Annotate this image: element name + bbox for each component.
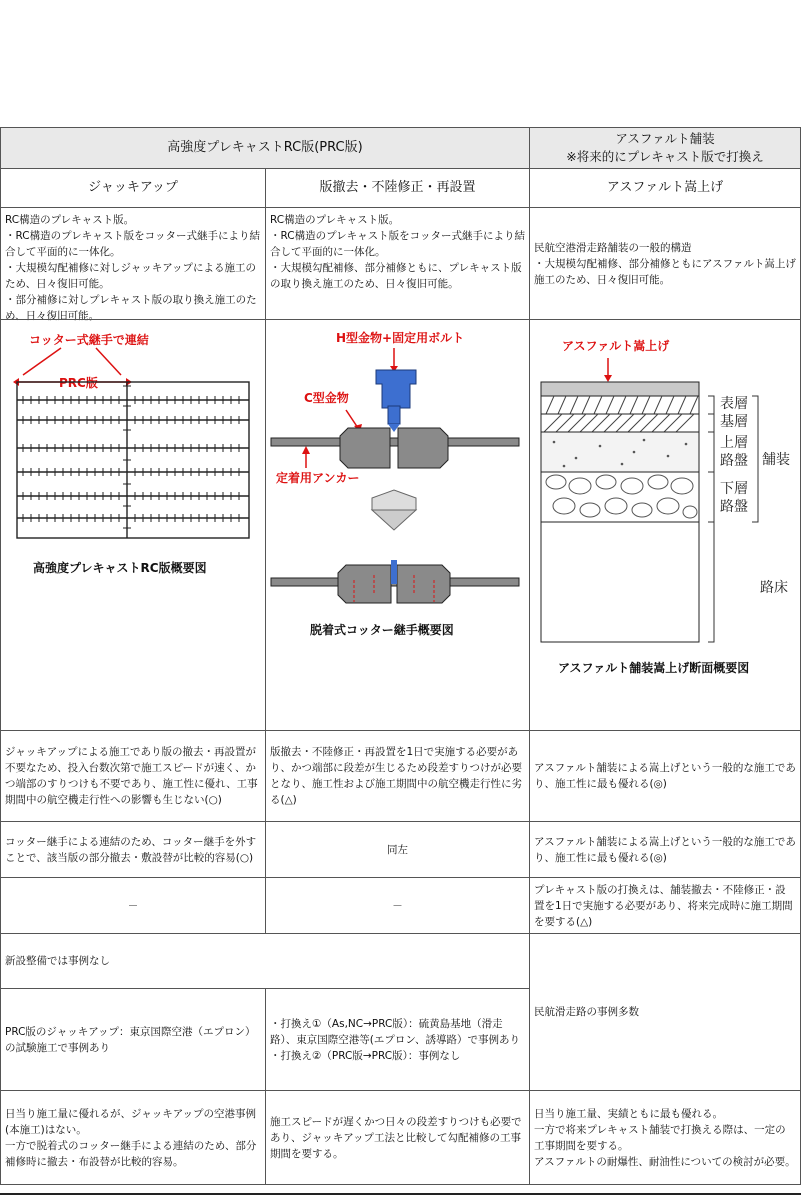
r6-asphalt: 日当り施工量、実績ともに最も優れる。 一方で将来プレキャスト舗装で打換える際は、一定の工事期間を要する。 アスファルトの耐爆性、耐油性についての検討が必要。 (529, 1090, 801, 1185)
r1-asphalt: アスファルト舗装による嵩上げという一般的な施工であり、施工性に最も優れる(◎) (529, 730, 801, 822)
label-anchor: 定着用アンカー (276, 471, 360, 485)
label-c-metal: C型金物 (304, 391, 349, 405)
label-h-metal-bolt: H型金物+固定用ボルト (336, 331, 465, 345)
cotter-joint-diagram (266, 320, 531, 620)
r2-asphalt: アスファルト舗装による嵩上げという一般的な施工であり、施工性に最も優れる(◎) (529, 821, 801, 878)
layer-subgrade: 路床 (760, 580, 788, 596)
bottom-rule (0, 1193, 801, 1195)
layer-upper-roadbed: 上層 路盤 (720, 435, 748, 469)
header-asphalt-title: アスファルト舗装 ※将来的にプレキャスト版で打換え (529, 127, 801, 169)
layer-surface: 表層 (720, 396, 748, 412)
header-col-replace: 版撤去・不陸修正・再設置 (265, 168, 530, 208)
label-cotter-joint: コッター式継手で連結 (29, 333, 149, 347)
label-prc-slab: PRC版 (59, 376, 98, 390)
prc-slab-plan-diagram (1, 320, 267, 550)
r3-jack: － (0, 877, 266, 934)
layer-base: 基層 (720, 414, 748, 430)
caption-asphalt-diagram: アスファルト舗装嵩上げ断面概要図 (558, 661, 750, 675)
layer-pavement: 舗装 (762, 452, 790, 468)
asphalt-section-diagram (530, 320, 801, 650)
figure-jack-cell (0, 319, 266, 731)
r45-asphalt: 民航滑走路の事例多数 (529, 933, 801, 1091)
r5-jack: PRC版のジャッキアップ：東京国際空港（エプロン）の試験施工で事例あり (0, 988, 266, 1091)
r6-jack: 日当り施工量に優れるが、ジャッキアップの空港事例(本施工)はない。 一方で脱着式のコッター継手による連結のため、部分補修時に撤去・布設替が比較的容易。 (0, 1090, 266, 1185)
header-prc-title: 高強度プレキャストRC版(PRC版) (0, 127, 530, 169)
header-col-asphalt: アスファルト嵩上げ (529, 168, 801, 208)
r6-replace: 施工スピードが遅くかつ日々の段差すりつけも必要であり、ジャッキアップ工法と比較して勾配補修の工事期間を要する。 (265, 1090, 530, 1185)
r1-jack: ジャッキアップによる施工であり版の撤去・再設置が不要なため、投入台数次第で施工スピードが速く、かつ端部のすりつけも不要であり、施工性に優れ、工事期間中の航空機走行性への影響も生じない(○) (0, 730, 266, 822)
r3-replace: － (265, 877, 530, 934)
figure-asphalt-cell (529, 319, 801, 731)
label-asphalt-raise: アスファルト嵩上げ (562, 339, 670, 353)
r5-replace: ・打換え①（As,NC→PRC版）：硫黄島基地（滑走路）、東京国際空港等(エプロン、誘導路）で事例あり ・打換え②（PRC版→PRC版）：事例なし (265, 988, 530, 1091)
r1-replace: 版撤去・不陸修正・再設置を1日で実施する必要があり、かつ端部に段差が生じるため段差すりつけが必要となり、施工性および施工期間中の航空機走行性に劣る(△) (265, 730, 530, 822)
layer-lower-roadbed: 下層 路盤 (720, 481, 748, 515)
overview-asphalt: 民航空港滑走路舗装の一般的構造 ・大規模勾配補修、部分補修ともにアスファルト嵩上げ施工のため、日々復旧可能。 (529, 207, 801, 320)
caption-prc-diagram: 高強度プレキャストRC版概要図 (33, 561, 207, 575)
r2-replace: 同左 (265, 821, 530, 878)
overview-jack: RC構造のプレキャスト版。 ・RC構造のプレキャスト版をコッター式継手により結合して平面的に一体化。 ・大規模勾配補修に対しジャッキアップによる施工のため、日々復旧可能。 ・部分補修に対しプレキャスト版の取り換え施工のため、日々復旧可能。 (0, 207, 266, 320)
header-col-jack: ジャッキアップ (0, 168, 266, 208)
overview-replace: RC構造のプレキャスト版。 ・RC構造のプレキャスト版をコッター式継手により結合して平面的に一体化。 ・大規模勾配補修、部分補修ともに、プレキャスト版の取り換え施工のため、日々復旧可能。 (265, 207, 530, 320)
caption-cotter-diagram: 脱着式コッター継手概要図 (310, 623, 454, 637)
r3-asphalt: プレキャスト版の打換えは、舗装撤去・不陸修正・設置を1日で実施する必要があり、将来完成時に施工期間を要する(△) (529, 877, 801, 934)
r4-prc: 新設整備では事例なし (0, 933, 530, 989)
figure-replace-cell (265, 319, 530, 731)
r2-jack: コッター継手による連結のため、コッター継手を外すことで、該当版の部分撤去・敷設替が比較的容易(○) (0, 821, 266, 878)
